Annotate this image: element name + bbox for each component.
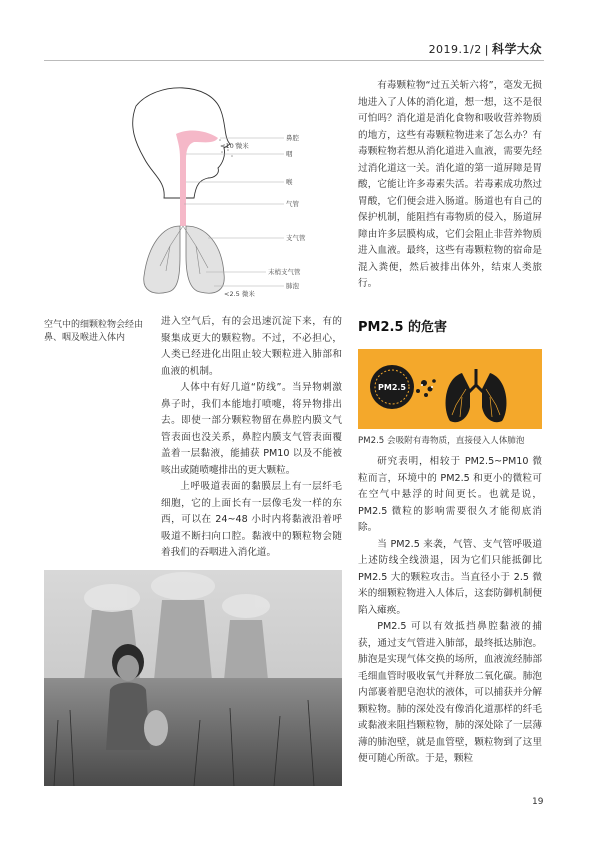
label-nasal-cavity: 鼻腔	[286, 134, 299, 142]
anatomy-caption: 空气中的细颗粒物会经由鼻、咽及喉进入体内	[44, 320, 144, 343]
paragraph: 进入空气后，有的会迅速沉淀下来，有的聚集成更大的颗粒物。不过，不必担心，人类已经进化出阻止较大颗粒进入肺部和血液的机制。	[161, 316, 342, 377]
issue-date: 2019.1/2	[428, 43, 482, 56]
label-under-10um: <10 微米	[220, 142, 249, 150]
respiratory-anatomy-figure	[96, 86, 326, 306]
magazine-name: 科学大众	[491, 42, 542, 56]
label-trachea: 气管	[286, 200, 299, 208]
right-text-column-top	[358, 78, 542, 293]
airway-path	[176, 131, 218, 208]
label-alveoli: 肺泡	[286, 282, 299, 290]
paragraph: 当 PM2.5 来袭，气管、支气管呼吸道上述防线全线溃退，因为它们只能抵御比 PM2.5 大的颗粒攻击。当直径小于 2.5 微米的细颗粒物进入人体后，这套防御机制便陷入瘫痪。	[358, 538, 542, 616]
paragraph: 研究表明，相较于 PM2.5~PM10 微粒而言，环境中的 PM2.5 和更小的微粒可在空气中悬浮的时间更长。也就是说，PM2.5 微粒的影响需要很久才能彻底消除。	[358, 456, 542, 533]
child-body	[106, 683, 150, 751]
section-title: PM2.5 的危害	[358, 320, 448, 335]
label-larynx: 喉	[286, 178, 293, 186]
middle-text-column	[161, 314, 342, 562]
pm25-illustration	[358, 349, 542, 429]
header-separator: |	[484, 43, 489, 56]
label-throat: 咽	[286, 150, 293, 158]
label-bronchi: 支气管	[286, 234, 306, 242]
page-number: 19	[532, 797, 544, 807]
grass-field	[44, 678, 342, 786]
right-lung	[186, 226, 224, 293]
right-text-column-bottom	[358, 454, 542, 768]
pm25-badge-text: PM2.5	[378, 383, 406, 392]
paragraph: PM2.5 可以有效抵挡鼻腔黏液的捕获，通过支气管进入肺部，最终抵达肺泡。肺泡是实现气体交换的场所，血液流经肺部毛细血管时吸收氧气并释放二氧化碳。肺泡内部裹着肥皂泡状的液体，可以捕获并分解颗粒物。肺的深处没有像消化道那样的纤毛或黏液来阻挡颗粒物，肺的深处除了一层薄薄的肺泡壁，就是血管壁，颗粒物到了这里便可随心所欲。于是，颗粒	[358, 621, 542, 764]
pm25-caption: PM2.5 会吸附有毒物质，直接侵入人体肺泡	[358, 436, 525, 446]
child-pollution-photo	[44, 570, 342, 786]
left-lung	[144, 226, 180, 293]
stuffed-toy	[144, 710, 168, 746]
paragraph: 上呼吸道表面的黏膜层上有一层纤毛细胞，它的上面长有一层像毛发一样的东西，可以在 24~48 小时内将黏液沿着呼吸道不断扫向口腔。黏液中的颗粒物会随着我们的吞咽进入消化道。	[161, 481, 342, 558]
paragraph: 有毒颗粒物“过五关斩六将”，毫发无损地进入了人体的消化道，想一想，这不是很可怕吗？消化道是消化食物和吸收营养物质的地方，这些有毒颗粒物进来了怎么办？有毒颗粒物若想从消化道进入血液，需要先经过消化道这一关。消化道的第一道屏障是胃酸，它能让许多毒素失活。若毒素成功熬过胃酸，它们便会进入肠道。肠道也有自己的保护机制，能阻挡有毒物质的侵入，肠道屏障由许多层膜构成，它们会阻止非营养物质进入血液。最终，这些有毒颗粒物的宿命是混入粪便，然后被排出体外，结束人类旅行。	[358, 80, 542, 289]
paragraph: 人体中有好几道“防线”。当异物刺激鼻子时，我们本能地打喷嚏，将异物排出去。即使一部分颗粒物留在鼻腔内膜文气管表面也没关系，鼻腔内膜支气管表面覆盖着一层黏液，能捕获 PM10 以及不能被咳出或随喷嚏排出的更大颗粒。	[161, 382, 342, 476]
child-face	[117, 655, 139, 681]
page-header	[429, 40, 542, 57]
label-bronchioles: 末梢支气管	[268, 268, 301, 276]
trachea-shape	[180, 208, 186, 226]
header-divider	[44, 60, 544, 61]
label-under-2-5um: <2.5 微米	[224, 290, 255, 298]
